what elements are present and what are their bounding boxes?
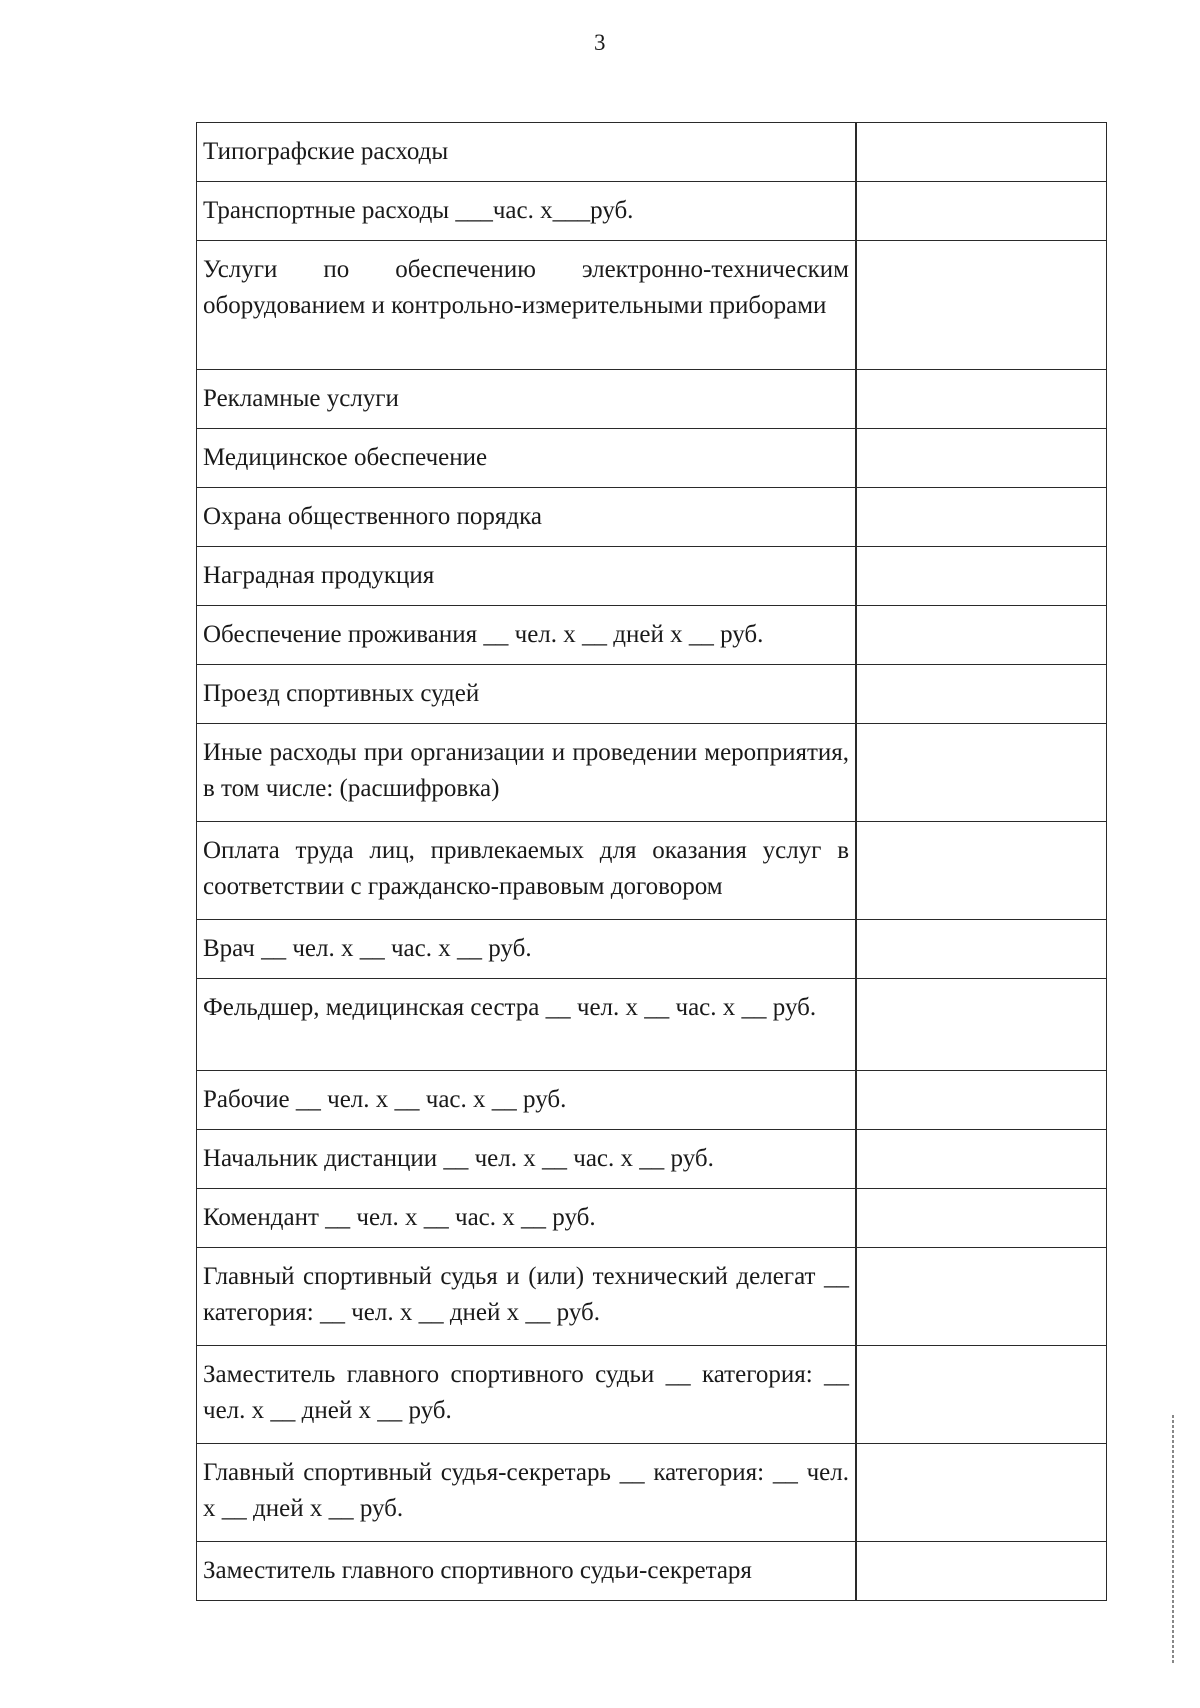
row-value-cell[interactable] — [856, 1130, 1107, 1189]
table-row — [197, 724, 1107, 822]
row-label: Медицинское обеспечение — [197, 429, 857, 488]
row-label: Оплата труда лиц, привлекаемых для оказания услуг в соответствии с гражданско-правовым договором — [197, 822, 857, 920]
table-row — [197, 1189, 1107, 1248]
row-label: Комендант __ чел. х __ час. х __ руб. — [197, 1189, 857, 1248]
expense-table — [196, 122, 1107, 1601]
table-row — [197, 920, 1107, 979]
table-row — [197, 370, 1107, 429]
row-value-cell[interactable] — [856, 241, 1107, 370]
table-row — [197, 1346, 1107, 1444]
row-value-cell[interactable] — [856, 1444, 1107, 1542]
row-value-cell[interactable] — [856, 370, 1107, 429]
row-value-cell[interactable] — [856, 1189, 1107, 1248]
row-value-cell[interactable] — [856, 123, 1107, 182]
row-value-cell[interactable] — [856, 547, 1107, 606]
row-label: Заместитель главного спортивного судьи __ категория: __ чел. х __ дней х __ руб. — [197, 1346, 857, 1444]
table-row — [197, 182, 1107, 241]
row-value-cell[interactable] — [856, 1542, 1107, 1601]
row-label: Главный спортивный судья-секретарь __ категория: __ чел. х __ дней х __ руб. — [197, 1444, 857, 1542]
row-value-cell[interactable] — [856, 429, 1107, 488]
row-label: Главный спортивный судья и (или) технический делегат __ категория: __ чел. х __ дней х __ руб. — [197, 1248, 857, 1346]
row-value-cell[interactable] — [856, 1346, 1107, 1444]
table-row — [197, 979, 1107, 1071]
table-row — [197, 1248, 1107, 1346]
table-row — [197, 488, 1107, 547]
row-value-cell[interactable] — [856, 488, 1107, 547]
table-row — [197, 665, 1107, 724]
row-label: Заместитель главного спортивного судьи-секретаря — [197, 1542, 857, 1601]
row-value-cell[interactable] — [856, 979, 1107, 1071]
row-label: Рабочие __ чел. х __ час. х __ руб. — [197, 1071, 857, 1130]
table-row — [197, 547, 1107, 606]
table-row — [197, 123, 1107, 182]
row-label: Обеспечение проживания __ чел. х __ дней х __ руб. — [197, 606, 857, 665]
row-value-cell[interactable] — [856, 1071, 1107, 1130]
row-value-cell[interactable] — [856, 182, 1107, 241]
table-row — [197, 606, 1107, 665]
row-label: Услуги по обеспечению электронно-техническим оборудованием и контрольно-измерительными приборами — [197, 241, 857, 370]
row-label: Транспортные расходы ___час. х___руб. — [197, 182, 857, 241]
page-number: 3 — [594, 30, 606, 55]
row-label: Начальник дистанции __ чел. х __ час. х __ руб. — [197, 1130, 857, 1189]
table-row — [197, 1130, 1107, 1189]
row-label: Проезд спортивных судей — [197, 665, 857, 724]
scan-edge-artifact — [1172, 1415, 1174, 1665]
table-row — [197, 1071, 1107, 1130]
row-label: Фельдшер, медицинская сестра __ чел. х __ час. х __ руб. — [197, 979, 857, 1071]
row-value-cell[interactable] — [856, 665, 1107, 724]
row-label: Рекламные услуги — [197, 370, 857, 429]
row-value-cell[interactable] — [856, 920, 1107, 979]
table-row — [197, 1542, 1107, 1601]
row-value-cell[interactable] — [856, 724, 1107, 822]
row-label: Врач __ чел. х __ час. х __ руб. — [197, 920, 857, 979]
table-row — [197, 822, 1107, 920]
row-label: Типографские расходы — [197, 123, 857, 182]
row-label: Иные расходы при организации и проведении мероприятия, в том числе: (расшифровка) — [197, 724, 857, 822]
row-value-cell[interactable] — [856, 606, 1107, 665]
row-label: Наградная продукция — [197, 547, 857, 606]
row-value-cell[interactable] — [856, 1248, 1107, 1346]
table-row — [197, 429, 1107, 488]
table-row — [197, 1444, 1107, 1542]
table-row — [197, 241, 1107, 370]
row-value-cell[interactable] — [856, 822, 1107, 920]
row-label: Охрана общественного порядка — [197, 488, 857, 547]
